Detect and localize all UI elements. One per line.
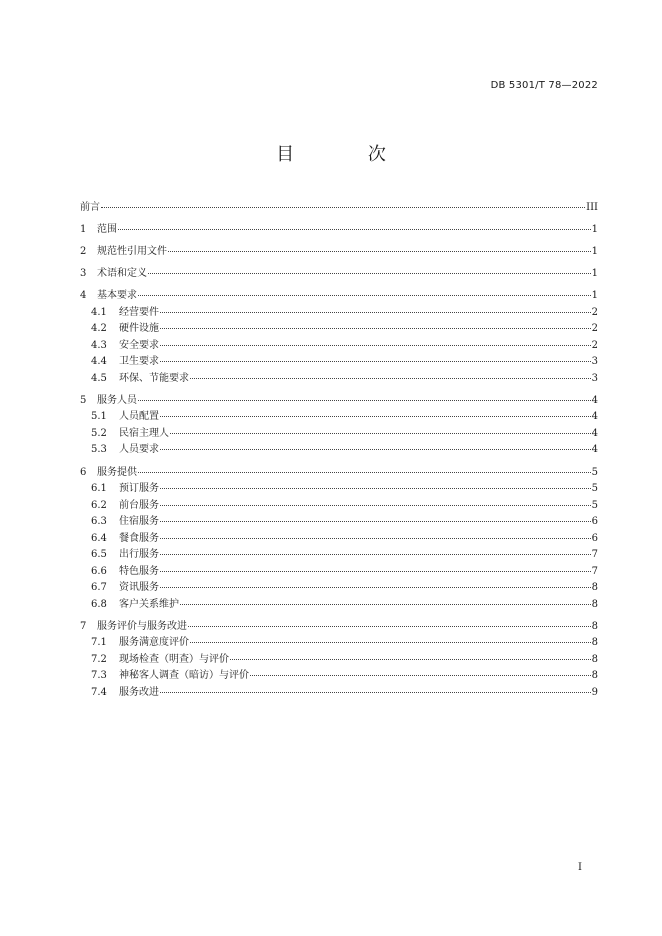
toc-entry-page: 4 — [591, 444, 598, 456]
toc-entry-number: 6.6 — [91, 565, 107, 577]
toc-entry-label: 住宿服务 — [119, 516, 159, 528]
toc-entry[interactable] — [80, 652, 598, 669]
toc-entry[interactable] — [80, 426, 598, 443]
toc-entry[interactable] — [80, 597, 598, 614]
toc-entry-page: 2 — [591, 339, 598, 351]
toc-entry-label: 前台服务 — [119, 499, 159, 511]
toc-dot-leader — [180, 604, 591, 605]
toc-entry-number: 6.2 — [91, 499, 107, 511]
toc-entry-number: 6.1 — [91, 483, 107, 495]
toc-entry[interactable] — [80, 222, 598, 239]
toc-entry-number: 6.4 — [91, 532, 107, 544]
toc-entry[interactable] — [80, 338, 598, 355]
toc-entry[interactable] — [80, 635, 598, 652]
toc-entry-page: 8 — [591, 598, 598, 610]
toc-entry[interactable] — [80, 580, 598, 597]
table-of-contents — [80, 200, 598, 701]
toc-dot-leader — [188, 626, 591, 627]
toc-entry-number: 6.5 — [91, 549, 107, 561]
toc-entry-page: III — [586, 202, 598, 213]
toc-dot-leader — [160, 416, 591, 417]
toc-dot-leader — [160, 328, 591, 329]
toc-entry-label: 安全要求 — [119, 339, 159, 351]
toc-dot-leader — [170, 433, 591, 434]
toc-dot-leader — [160, 692, 591, 693]
toc-entry-number: 7.2 — [91, 653, 107, 665]
toc-entry-number: 7.3 — [91, 670, 107, 682]
toc-entry[interactable] — [80, 200, 598, 217]
toc-entry[interactable] — [80, 498, 598, 515]
toc-entry[interactable] — [80, 685, 598, 702]
toc-title: 目 次 — [276, 144, 420, 165]
toc-entry-number: 4 — [80, 290, 87, 302]
toc-entry-number: 6.7 — [91, 582, 107, 594]
toc-entry-page: 4 — [591, 394, 598, 406]
toc-entry-page: 3 — [591, 372, 598, 384]
toc-entry-label: 现场检查（明查）与评价 — [119, 653, 229, 665]
toc-entry[interactable] — [80, 481, 598, 498]
toc-entry-number: 6.8 — [91, 598, 107, 610]
toc-entry-label: 卫生要求 — [119, 356, 159, 368]
toc-entry-number: 1 — [80, 224, 87, 236]
toc-entry-page: 7 — [591, 565, 598, 577]
toc-dot-leader — [160, 345, 591, 346]
toc-dot-leader — [250, 675, 591, 676]
toc-entry[interactable] — [80, 371, 598, 388]
toc-entry-label: 预订服务 — [119, 483, 159, 495]
toc-entry-page: 7 — [591, 549, 598, 561]
toc-dot-leader — [118, 229, 591, 230]
toc-dot-leader — [160, 587, 591, 588]
toc-entry[interactable] — [80, 321, 598, 338]
toc-entry-label: 术语和定义 — [97, 268, 147, 280]
toc-entry[interactable] — [80, 547, 598, 564]
toc-entry-page: 1 — [591, 290, 598, 302]
toc-entry-label: 硬件设施 — [119, 323, 159, 335]
toc-entry-page: 8 — [591, 653, 598, 665]
toc-entry-page: 1 — [591, 246, 598, 258]
toc-entry-number: 7.4 — [91, 686, 107, 698]
toc-entry-label: 经营要件 — [119, 306, 159, 318]
toc-entry-label: 服务人员 — [97, 394, 137, 406]
toc-dot-leader — [160, 554, 591, 555]
toc-entry-number: 5 — [80, 394, 87, 406]
toc-entry-page: 8 — [591, 637, 598, 649]
document-code: DB 5301/T 78—2022 — [490, 80, 598, 91]
toc-entry-number: 4.4 — [91, 356, 107, 368]
toc-entry-label: 资讯服务 — [119, 582, 159, 594]
toc-entry-page: 5 — [591, 483, 598, 495]
toc-dot-leader — [138, 295, 591, 296]
toc-entry-label: 特色服务 — [119, 565, 159, 577]
toc-entry-label: 服务评价与服务改进 — [97, 620, 187, 632]
page-number: I — [578, 862, 582, 873]
toc-entry-page: 2 — [591, 306, 598, 318]
toc-entry-page: 8 — [591, 670, 598, 682]
toc-entry-number: 4.5 — [91, 372, 107, 384]
toc-entry-number: 7.1 — [91, 637, 107, 649]
toc-dot-leader — [230, 659, 591, 660]
toc-entry-number: 6.3 — [91, 516, 107, 528]
toc-entry-page: 4 — [591, 427, 598, 439]
toc-entry-page: 9 — [591, 686, 598, 698]
toc-entry-page: 2 — [591, 323, 598, 335]
toc-dot-leader — [160, 312, 591, 313]
toc-entry-number: 5.2 — [91, 427, 107, 439]
toc-entry[interactable] — [80, 442, 598, 459]
toc-entry-label: 出行服务 — [119, 549, 159, 561]
toc-dot-leader — [160, 361, 591, 362]
toc-entry[interactable] — [80, 531, 598, 548]
toc-entry-page: 1 — [591, 268, 598, 280]
toc-entry[interactable] — [80, 465, 598, 482]
toc-dot-leader — [160, 538, 591, 539]
toc-entry[interactable] — [80, 619, 598, 636]
toc-entry-label: 客户关系维护 — [119, 598, 179, 610]
toc-dot-leader — [148, 273, 591, 274]
toc-dot-leader — [160, 571, 591, 572]
toc-entry-page: 1 — [591, 224, 598, 236]
toc-entry[interactable] — [80, 514, 598, 531]
toc-entry-label: 人员配置 — [119, 411, 159, 423]
toc-entry[interactable] — [80, 564, 598, 581]
toc-dot-leader — [190, 642, 591, 643]
toc-entry-number: 4.1 — [91, 306, 107, 318]
toc-entry-label: 餐食服务 — [119, 532, 159, 544]
toc-entry-label: 服务满意度评价 — [119, 637, 189, 649]
toc-entry[interactable] — [80, 244, 598, 261]
toc-entry-label: 规范性引用文件 — [97, 246, 167, 258]
toc-entry-number: 4.3 — [91, 339, 107, 351]
toc-entry-page: 8 — [591, 582, 598, 594]
toc-dot-leader — [160, 505, 591, 506]
toc-entry[interactable] — [80, 266, 598, 283]
toc-dot-leader — [168, 251, 591, 252]
toc-entry-label: 人员要求 — [119, 444, 159, 456]
toc-entry[interactable] — [80, 305, 598, 322]
toc-dot-leader — [160, 449, 591, 450]
toc-entry-page: 6 — [591, 532, 598, 544]
toc-entry-number: 6 — [80, 466, 87, 478]
toc-entry-label: 范围 — [97, 224, 117, 236]
toc-dot-leader — [190, 378, 591, 379]
toc-entry[interactable] — [80, 668, 598, 685]
toc-entry-label: 基本要求 — [97, 290, 137, 302]
toc-entry-label: 民宿主理人 — [119, 427, 169, 439]
toc-entry-page: 6 — [591, 516, 598, 528]
toc-entry-page: 8 — [591, 620, 598, 632]
toc-entry-label: 服务提供 — [97, 466, 137, 478]
toc-dot-leader — [138, 472, 591, 473]
toc-entry-label: 前言 — [80, 202, 100, 213]
toc-dot-leader — [101, 207, 585, 208]
toc-entry[interactable] — [80, 354, 598, 371]
toc-dot-leader — [160, 521, 591, 522]
toc-entry[interactable] — [80, 393, 598, 410]
toc-entry[interactable] — [80, 288, 598, 305]
toc-entry-number: 5.3 — [91, 444, 107, 456]
toc-entry-label: 服务改进 — [119, 686, 159, 698]
toc-entry[interactable] — [80, 409, 598, 426]
toc-entry-label: 环保、节能要求 — [119, 372, 189, 384]
toc-entry-number: 5.1 — [91, 411, 107, 423]
toc-dot-leader — [138, 400, 591, 401]
toc-dot-leader — [160, 488, 591, 489]
toc-entry-number: 3 — [80, 268, 87, 280]
toc-entry-page: 5 — [591, 466, 598, 478]
toc-entry-page: 3 — [591, 356, 598, 368]
toc-entry-page: 5 — [591, 499, 598, 511]
toc-entry-number: 2 — [80, 246, 87, 258]
toc-entry-number: 4.2 — [91, 323, 107, 335]
toc-entry-label: 神秘客人调查（暗访）与评价 — [119, 670, 249, 682]
toc-entry-number: 7 — [80, 620, 87, 632]
toc-entry-page: 4 — [591, 411, 598, 423]
